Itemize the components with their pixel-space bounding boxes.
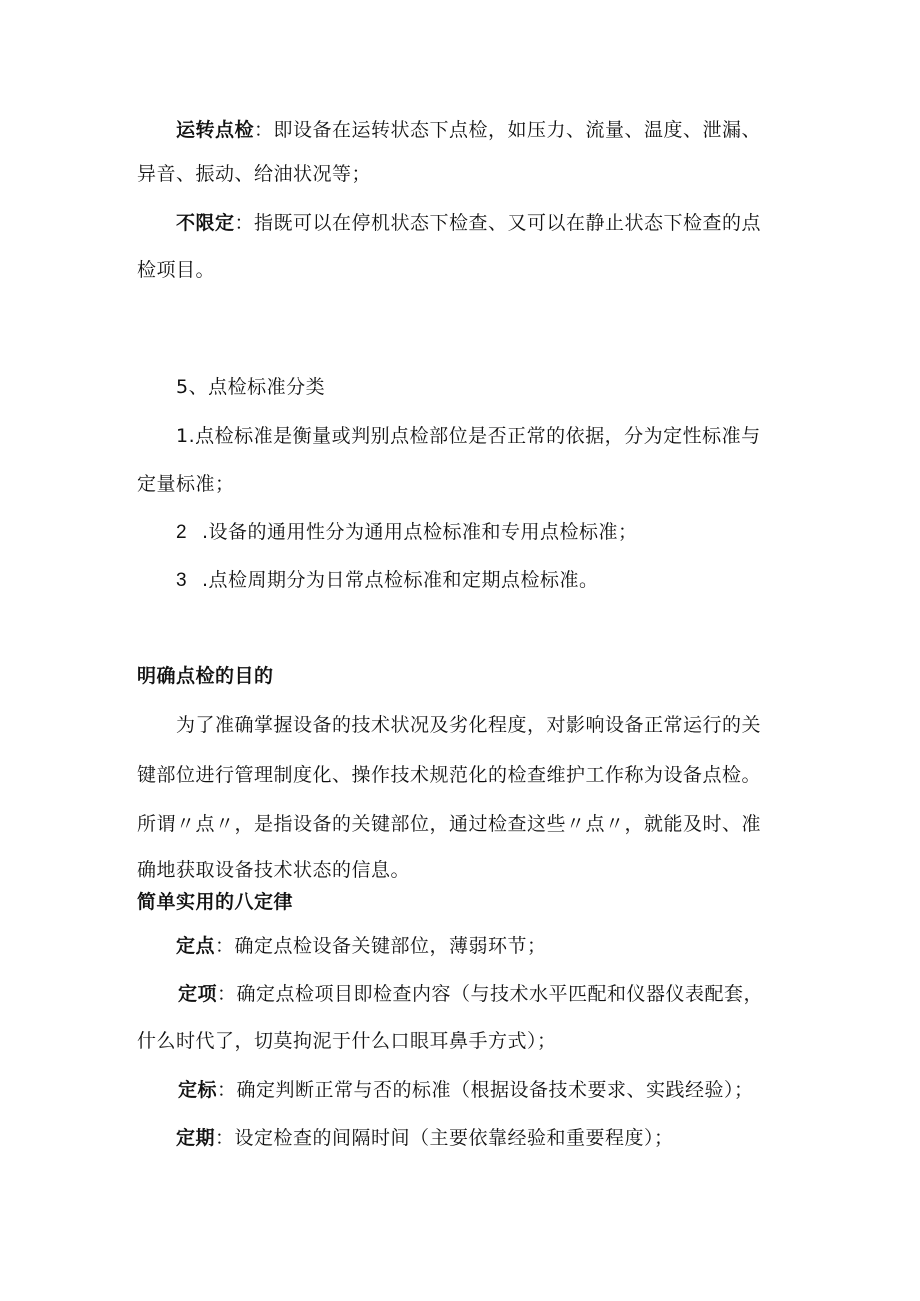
running-inspection-term: 运转点检: [176, 119, 255, 141]
purpose-line-3: 所谓〃点〃，是指设备的关键部位，通过检查这些〃点〃，就能及时、准: [137, 813, 762, 835]
rule-period-colon: ：: [215, 1127, 235, 1149]
rule-item-term: 定项: [178, 983, 218, 1005]
running-inspection-text-1: 即设备在运转状态下点检，如压力、流量、温度、泄漏、: [273, 119, 762, 141]
purpose-heading: 明确点检的目的: [137, 665, 274, 687]
section-5-item-2-number: 2: [176, 522, 188, 543]
rule-point-line: [176, 934, 547, 958]
unlimited-term: 不限定: [176, 212, 235, 234]
section-5-item-2: [176, 520, 638, 545]
rule-standard-colon: ：: [217, 1079, 237, 1101]
section-5-item-3-text: .点检周期分为日常点检标准和定期点检标准。: [202, 569, 599, 591]
purpose-line-1: 为了准确掌握设备的技术状况及劣化程度，对影响设备正常运行的关: [176, 714, 762, 736]
section-5-item-2-text: .设备的通用性分为通用点检标准和专用点检标准；: [202, 521, 638, 543]
running-inspection-colon: ：: [254, 119, 274, 141]
rule-standard-term: 定标: [178, 1079, 218, 1101]
rule-point-colon: ：: [215, 935, 235, 957]
unlimited-line-1: [176, 211, 761, 235]
rule-standard-text: 确定判断正常与否的标准（根据设备技术要求、实践经验）；: [236, 1079, 754, 1101]
unlimited-text-1: 指既可以在停机状态下检查、又可以在静止状态下检查的点: [254, 212, 762, 234]
unlimited-line-2: 检项目。: [137, 259, 216, 281]
running-inspection-line-1: [176, 118, 761, 142]
section-5-title: 5、点检标准分类: [176, 376, 326, 398]
unlimited-colon: ：: [234, 212, 255, 234]
rule-point-text: 确定点检设备关键部位，薄弱环节；: [234, 935, 547, 957]
section-5-item-1-line-1: 1.点检标准是衡量或判别点检部位是否正常的依据，分为定性标准与: [176, 425, 761, 447]
purpose-line-4: 确地获取设备技术状态的信息。: [137, 859, 411, 881]
rule-item-text-1: 确定点检项目即检查内容（与技术水平匹配和仪器仪表配套，: [236, 983, 764, 1005]
rule-item-line-2: 什么时代了，切莫拘泥于什么口眼耳鼻手方式）；: [137, 1030, 557, 1052]
section-5-item-3: [176, 568, 599, 593]
running-inspection-line-2: 异音、振动、给油状况等；: [137, 163, 372, 185]
rule-standard-line: [178, 1078, 754, 1102]
rule-item-line-1: [178, 982, 763, 1006]
purpose-line-2: 键部位进行管理制度化、操作技术规范化的检查维护工作称为设备点检。: [137, 764, 762, 786]
section-5-item-1-line-2: 定量标准；: [137, 473, 235, 495]
rule-period-term: 定期: [176, 1127, 216, 1149]
rule-item-colon: ：: [217, 983, 237, 1005]
eight-rules-heading: 简单实用的八定律: [137, 891, 294, 913]
rule-point-term: 定点: [176, 935, 216, 957]
rule-period-text: 设定检查的间隔时间（主要依靠经验和重要程度）；: [234, 1127, 674, 1149]
section-5-item-3-number: 3: [176, 570, 188, 591]
rule-period-line: [176, 1126, 674, 1150]
